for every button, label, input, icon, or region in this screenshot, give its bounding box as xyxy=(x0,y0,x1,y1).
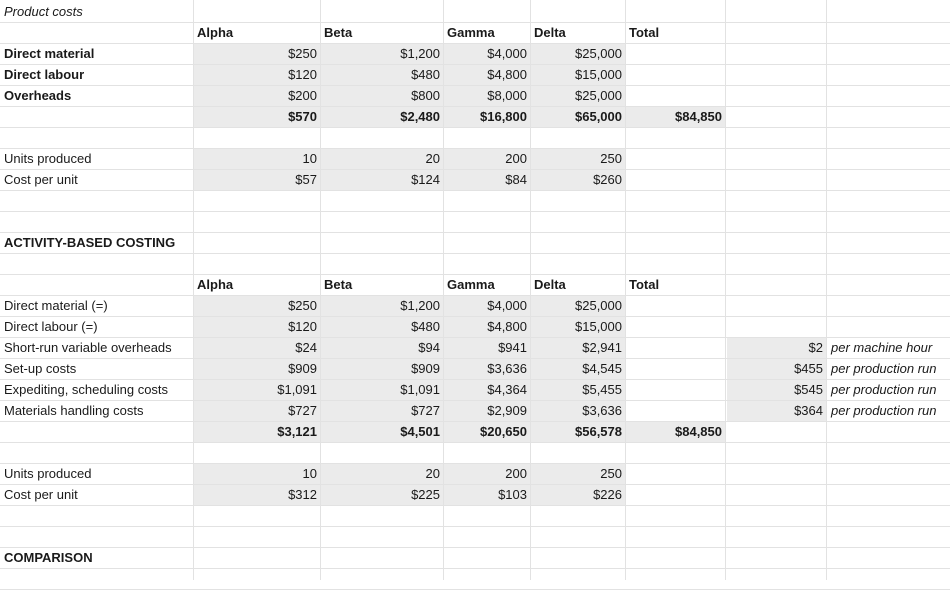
row-abc-total[interactable] xyxy=(0,422,950,443)
row-direct-labour[interactable] xyxy=(0,65,950,86)
cell-alpha[interactable]: $57 xyxy=(194,170,320,190)
section-title-product-costs[interactable]: Product costs xyxy=(4,4,83,19)
row-empty[interactable] xyxy=(0,254,950,275)
cell-alpha-total[interactable]: $570 xyxy=(194,107,320,127)
cell-delta[interactable]: $226 xyxy=(531,485,625,505)
row-abc-cost-per-unit[interactable] xyxy=(0,485,950,506)
cell-gamma[interactable]: 200 xyxy=(444,149,530,169)
row-abc-expediting[interactable] xyxy=(0,380,950,401)
row-overheads[interactable] xyxy=(0,86,950,107)
cell-beta[interactable]: $909 xyxy=(321,359,443,379)
cell-delta[interactable]: $3,636 xyxy=(531,401,625,421)
row-label[interactable]: Cost per unit xyxy=(4,487,78,502)
row-label[interactable]: Set-up costs xyxy=(4,361,77,376)
row-units-produced[interactable] xyxy=(0,149,950,170)
cell-alpha[interactable]: $200 xyxy=(194,86,320,106)
cell-rate[interactable]: $455 xyxy=(727,359,826,379)
cell-gamma-total[interactable]: $20,650 xyxy=(444,422,530,442)
header-total[interactable]: Total xyxy=(629,25,660,40)
cell-gamma[interactable]: $4,800 xyxy=(444,65,530,85)
cell-rate[interactable]: $364 xyxy=(727,401,826,421)
row-label[interactable]: Units produced xyxy=(4,151,92,166)
cell-gamma-total[interactable]: $16,800 xyxy=(444,107,530,127)
cell-beta-total[interactable]: $2,480 xyxy=(321,107,443,127)
cell-alpha[interactable]: $250 xyxy=(194,296,320,316)
cell-alpha-total[interactable]: $3,121 xyxy=(194,422,320,442)
row-abc-units-produced[interactable] xyxy=(0,464,950,485)
row-label[interactable]: Direct labour (=) xyxy=(4,319,98,334)
header-alpha[interactable]: Alpha xyxy=(197,277,234,292)
cell-beta[interactable]: $94 xyxy=(321,338,443,358)
row-abc-direct-material[interactable] xyxy=(0,296,950,317)
row-empty[interactable] xyxy=(0,443,950,464)
cell-beta[interactable]: $1,091 xyxy=(321,380,443,400)
cell-rate[interactable]: $545 xyxy=(727,380,826,400)
cell-gamma[interactable]: $103 xyxy=(444,485,530,505)
cell-gamma[interactable]: $4,000 xyxy=(444,44,530,64)
row-abc-materials-handling[interactable] xyxy=(0,401,950,422)
row-label[interactable]: Materials handling costs xyxy=(4,403,144,418)
row-abc-headers[interactable] xyxy=(0,275,950,296)
row-empty[interactable] xyxy=(0,128,950,149)
header-gamma[interactable]: Gamma xyxy=(447,277,495,292)
row-label[interactable]: Units produced xyxy=(4,466,92,481)
cell-gamma[interactable]: $4,800 xyxy=(444,317,530,337)
cell-gamma[interactable]: $3,636 xyxy=(444,359,530,379)
cell-delta[interactable]: $25,000 xyxy=(531,86,625,106)
cell-rate-note[interactable]: per machine hour xyxy=(831,340,933,355)
cell-gamma[interactable]: $8,000 xyxy=(444,86,530,106)
cell-grand-total[interactable]: $84,850 xyxy=(626,107,725,127)
cell-gamma[interactable]: $4,364 xyxy=(444,380,530,400)
cell-delta[interactable]: $2,941 xyxy=(531,338,625,358)
cell-delta[interactable]: $15,000 xyxy=(531,317,625,337)
cell-alpha[interactable]: 10 xyxy=(194,149,320,169)
cell-gamma[interactable]: $84 xyxy=(444,170,530,190)
row-headers[interactable] xyxy=(0,23,950,44)
row-empty[interactable] xyxy=(0,527,950,548)
row-abc-title[interactable] xyxy=(0,233,950,254)
cell-delta[interactable]: $5,455 xyxy=(531,380,625,400)
row-label[interactable]: Cost per unit xyxy=(4,172,78,187)
cell-alpha[interactable]: 10 xyxy=(194,464,320,484)
cell-beta[interactable]: 20 xyxy=(321,149,443,169)
cell-gamma[interactable]: $4,000 xyxy=(444,296,530,316)
cell-alpha[interactable]: $312 xyxy=(194,485,320,505)
header-gamma[interactable]: Gamma xyxy=(447,25,495,40)
row-abc-short-run-overheads[interactable] xyxy=(0,338,950,359)
cell-beta[interactable]: $225 xyxy=(321,485,443,505)
cell-rate-note[interactable]: per production run xyxy=(831,361,937,376)
cell-alpha[interactable]: $1,091 xyxy=(194,380,320,400)
section-title-comparison[interactable]: COMPARISON xyxy=(4,550,93,565)
row-label[interactable]: Overheads xyxy=(4,88,72,103)
cell-rate-note[interactable]: per production run xyxy=(831,403,937,418)
cell-beta[interactable]: $124 xyxy=(321,170,443,190)
cell-beta[interactable]: 20 xyxy=(321,464,443,484)
cell-alpha[interactable]: $727 xyxy=(194,401,320,421)
section-title-abc[interactable]: ACTIVITY-BASED COSTING xyxy=(4,235,176,250)
cell-delta-total[interactable]: $65,000 xyxy=(531,107,625,127)
cell-alpha[interactable]: $120 xyxy=(194,65,320,85)
cell-beta[interactable]: $480 xyxy=(321,317,443,337)
cell-alpha[interactable]: $909 xyxy=(194,359,320,379)
row-label[interactable]: Direct material (=) xyxy=(4,298,108,313)
row-direct-material[interactable] xyxy=(0,44,950,65)
row-empty[interactable] xyxy=(0,506,950,527)
cell-delta[interactable]: $25,000 xyxy=(531,296,625,316)
header-delta[interactable]: Delta xyxy=(534,25,566,40)
cell-beta[interactable]: $800 xyxy=(321,86,443,106)
header-alpha[interactable]: Alpha xyxy=(197,25,234,40)
cell-gamma[interactable]: $941 xyxy=(444,338,530,358)
row-abc-direct-labour[interactable] xyxy=(0,317,950,338)
row-abc-set-up-costs[interactable] xyxy=(0,359,950,380)
cell-alpha[interactable]: $120 xyxy=(194,317,320,337)
row-empty[interactable] xyxy=(0,191,950,212)
cell-rate-note[interactable]: per production run xyxy=(831,382,937,397)
cell-delta[interactable]: $15,000 xyxy=(531,65,625,85)
cell-delta[interactable]: $4,545 xyxy=(531,359,625,379)
header-delta[interactable]: Delta xyxy=(534,277,566,292)
header-beta[interactable]: Beta xyxy=(324,277,353,292)
cell-gamma[interactable]: $2,909 xyxy=(444,401,530,421)
row-label[interactable]: Direct material xyxy=(4,46,95,61)
cell-delta[interactable]: 250 xyxy=(531,464,625,484)
row-comparison-title[interactable] xyxy=(0,548,950,569)
cell-delta[interactable]: $260 xyxy=(531,170,625,190)
cell-beta[interactable]: $1,200 xyxy=(321,296,443,316)
header-total[interactable]: Total xyxy=(629,277,660,292)
cell-gamma[interactable]: 200 xyxy=(444,464,530,484)
cell-grand-total[interactable]: $84,850 xyxy=(626,422,725,442)
cell-beta-total[interactable]: $4,501 xyxy=(321,422,443,442)
cell-alpha[interactable]: $24 xyxy=(194,338,320,358)
cell-delta[interactable]: 250 xyxy=(531,149,625,169)
cell-beta[interactable]: $1,200 xyxy=(321,44,443,64)
header-beta[interactable]: Beta xyxy=(324,25,353,40)
row-empty[interactable] xyxy=(0,212,950,233)
cell-beta[interactable]: $480 xyxy=(321,65,443,85)
row-label[interactable]: Short-run variable overheads xyxy=(4,340,172,355)
row-title[interactable] xyxy=(0,2,950,23)
row-product-total[interactable] xyxy=(0,107,950,128)
row-label[interactable]: Direct labour xyxy=(4,67,85,82)
cell-delta[interactable]: $25,000 xyxy=(531,44,625,64)
row-cost-per-unit[interactable] xyxy=(0,170,950,191)
cell-alpha[interactable]: $250 xyxy=(194,44,320,64)
cell-beta[interactable]: $727 xyxy=(321,401,443,421)
cell-delta-total[interactable]: $56,578 xyxy=(531,422,625,442)
row-label[interactable]: Expediting, scheduling costs xyxy=(4,382,169,397)
cell-rate[interactable]: $2 xyxy=(727,338,826,358)
